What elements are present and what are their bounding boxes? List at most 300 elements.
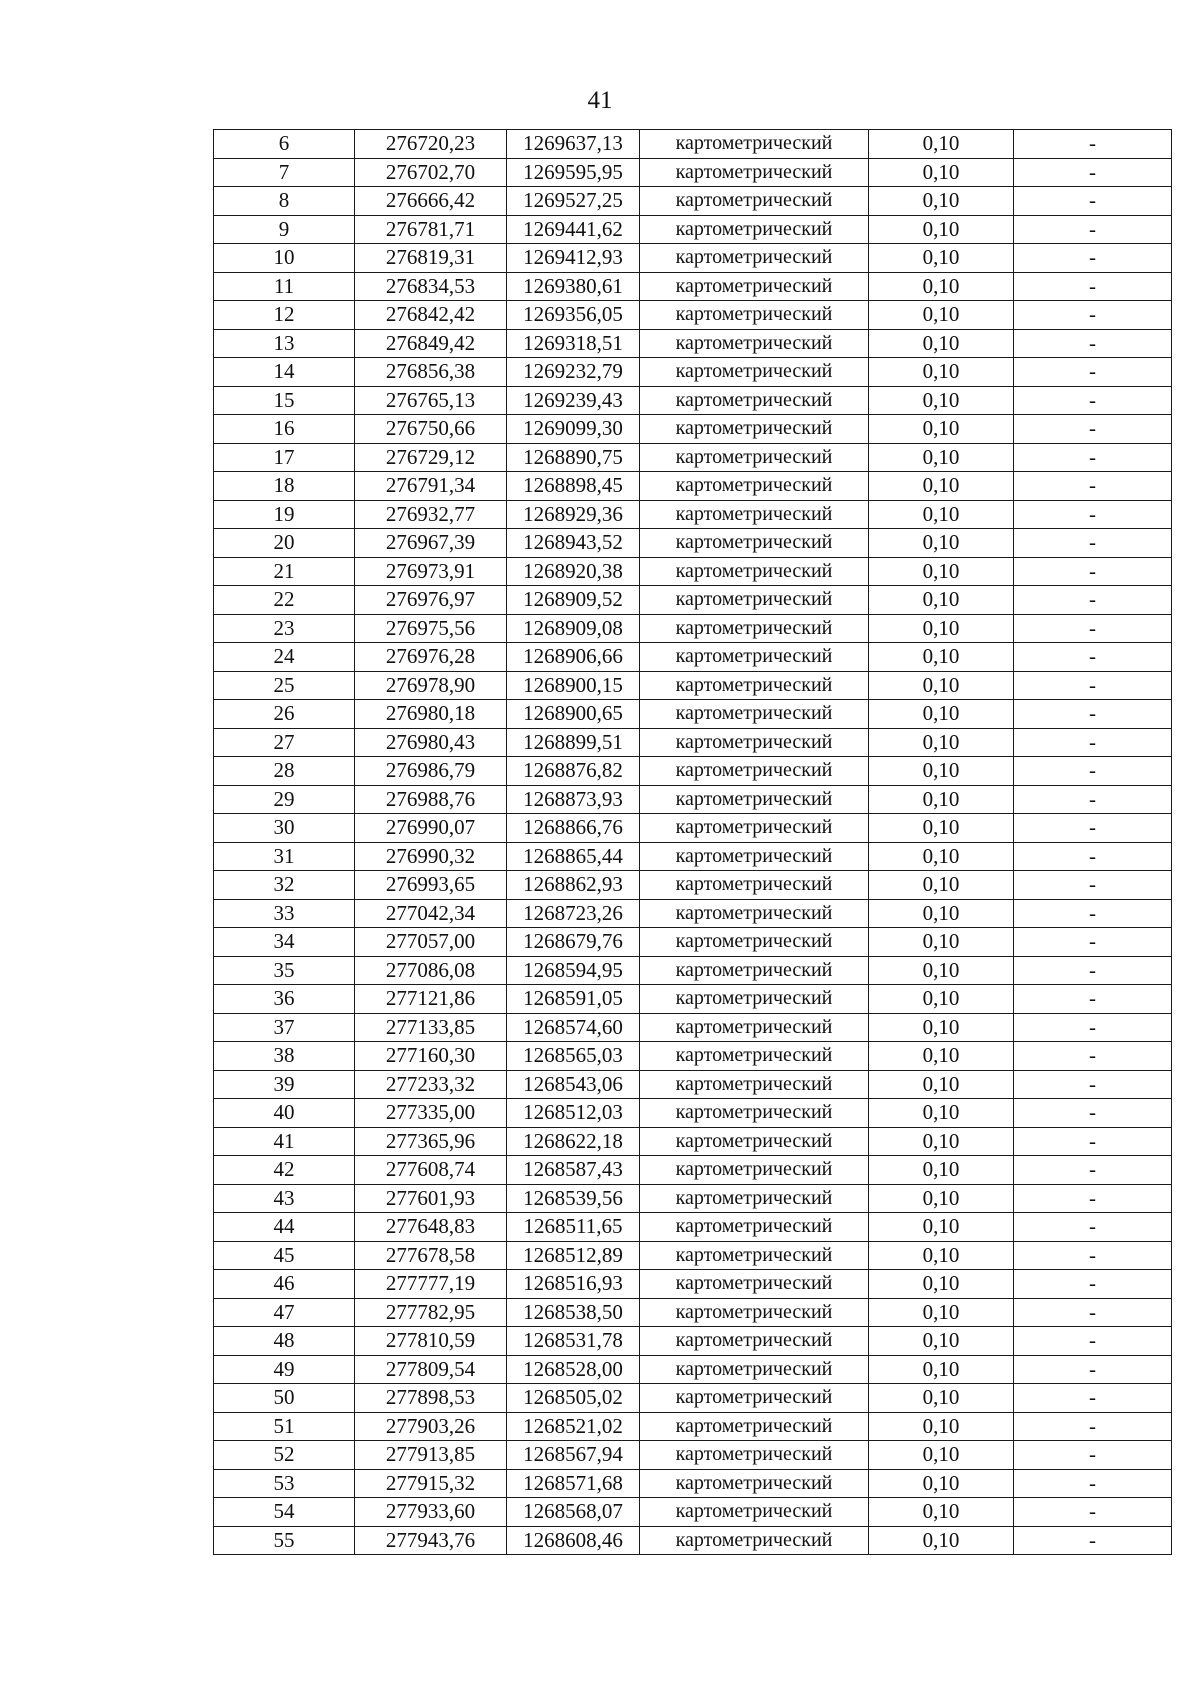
table-row [214, 728, 1172, 757]
point-number-cell: 37 [214, 1013, 355, 1042]
table-row [214, 358, 1172, 387]
point-number-cell: 52 [214, 1441, 355, 1470]
coordinate-x-cell: 277365,96 [355, 1127, 507, 1156]
accuracy-cell: 0,10 [869, 1384, 1014, 1413]
point-number-cell: 38 [214, 1042, 355, 1071]
accuracy-cell: 0,10 [869, 529, 1014, 558]
coordinate-x-cell: 277810,59 [355, 1327, 507, 1356]
table-row [214, 1070, 1172, 1099]
note-cell: - [1014, 1327, 1172, 1356]
coordinate-x-cell: 277160,30 [355, 1042, 507, 1071]
table-row [214, 415, 1172, 444]
coordinate-x-cell: 277933,60 [355, 1498, 507, 1527]
coordinate-y-cell: 1268862,93 [507, 871, 640, 900]
table-row [214, 985, 1172, 1014]
accuracy-cell: 0,10 [869, 130, 1014, 159]
accuracy-cell: 0,10 [869, 557, 1014, 586]
coordinate-x-cell: 276849,42 [355, 329, 507, 358]
coordinate-y-cell: 1269232,79 [507, 358, 640, 387]
method-cell: картометрический [640, 130, 869, 159]
table-row [214, 1156, 1172, 1185]
coordinate-y-cell: 1268679,76 [507, 928, 640, 957]
method-cell: картометрический [640, 386, 869, 415]
method-cell: картометрический [640, 158, 869, 187]
note-cell: - [1014, 1156, 1172, 1185]
method-cell: картометрический [640, 272, 869, 301]
coordinate-x-cell: 276819,31 [355, 244, 507, 273]
coordinate-x-cell: 276993,65 [355, 871, 507, 900]
accuracy-cell: 0,10 [869, 1327, 1014, 1356]
coordinate-x-cell: 277648,83 [355, 1213, 507, 1242]
coordinate-y-cell: 1269239,43 [507, 386, 640, 415]
method-cell: картометрический [640, 1355, 869, 1384]
coordinate-y-cell: 1268865,44 [507, 842, 640, 871]
point-number-cell: 6 [214, 130, 355, 159]
coordinate-x-cell: 277913,85 [355, 1441, 507, 1470]
point-number-cell: 43 [214, 1184, 355, 1213]
accuracy-cell: 0,10 [869, 1298, 1014, 1327]
method-cell: картометрический [640, 358, 869, 387]
note-cell: - [1014, 301, 1172, 330]
note-cell: - [1014, 928, 1172, 957]
point-number-cell: 13 [214, 329, 355, 358]
method-cell: картометрический [640, 1184, 869, 1213]
method-cell: картометрический [640, 700, 869, 729]
point-number-cell: 34 [214, 928, 355, 957]
coordinate-y-cell: 1268723,26 [507, 899, 640, 928]
coordinate-x-cell: 277601,93 [355, 1184, 507, 1213]
table-body [214, 130, 1172, 1555]
note-cell: - [1014, 614, 1172, 643]
coordinate-y-cell: 1269412,93 [507, 244, 640, 273]
coordinate-x-cell: 276967,39 [355, 529, 507, 558]
point-number-cell: 24 [214, 643, 355, 672]
point-number-cell: 23 [214, 614, 355, 643]
table-row [214, 215, 1172, 244]
accuracy-cell: 0,10 [869, 985, 1014, 1014]
coordinate-x-cell: 276976,97 [355, 586, 507, 615]
note-cell: - [1014, 871, 1172, 900]
accuracy-cell: 0,10 [869, 1127, 1014, 1156]
point-number-cell: 27 [214, 728, 355, 757]
note-cell: - [1014, 814, 1172, 843]
table-row [214, 1241, 1172, 1270]
coordinate-x-cell: 277608,74 [355, 1156, 507, 1185]
coordinate-y-cell: 1268511,65 [507, 1213, 640, 1242]
coordinate-x-cell: 276702,70 [355, 158, 507, 187]
coordinate-y-cell: 1269441,62 [507, 215, 640, 244]
table-row [214, 899, 1172, 928]
table-row [214, 244, 1172, 273]
note-cell: - [1014, 358, 1172, 387]
coordinate-y-cell: 1268899,51 [507, 728, 640, 757]
table-row [214, 529, 1172, 558]
accuracy-cell: 0,10 [869, 1184, 1014, 1213]
coordinate-y-cell: 1268866,76 [507, 814, 640, 843]
method-cell: картометрический [640, 1042, 869, 1071]
table-row [214, 1099, 1172, 1128]
coordinate-x-cell: 277057,00 [355, 928, 507, 957]
coordinate-y-cell: 1268594,95 [507, 956, 640, 985]
coordinate-y-cell: 1268531,78 [507, 1327, 640, 1356]
accuracy-cell: 0,10 [869, 187, 1014, 216]
coordinate-y-cell: 1268512,89 [507, 1241, 640, 1270]
coordinate-x-cell: 276765,13 [355, 386, 507, 415]
note-cell: - [1014, 956, 1172, 985]
note-cell: - [1014, 757, 1172, 786]
table-row [214, 1184, 1172, 1213]
coordinate-y-cell: 1268568,07 [507, 1498, 640, 1527]
note-cell: - [1014, 443, 1172, 472]
coordinate-x-cell: 277809,54 [355, 1355, 507, 1384]
coordinate-x-cell: 276791,34 [355, 472, 507, 501]
accuracy-cell: 0,10 [869, 1099, 1014, 1128]
point-number-cell: 11 [214, 272, 355, 301]
point-number-cell: 10 [214, 244, 355, 273]
accuracy-cell: 0,10 [869, 244, 1014, 273]
table-row [214, 814, 1172, 843]
note-cell: - [1014, 1241, 1172, 1270]
accuracy-cell: 0,10 [869, 1526, 1014, 1555]
point-number-cell: 40 [214, 1099, 355, 1128]
note-cell: - [1014, 1526, 1172, 1555]
coordinate-x-cell: 277121,86 [355, 985, 507, 1014]
accuracy-cell: 0,10 [869, 415, 1014, 444]
table-row [214, 443, 1172, 472]
method-cell: картометрический [640, 1327, 869, 1356]
method-cell: картометрический [640, 928, 869, 957]
accuracy-cell: 0,10 [869, 671, 1014, 700]
coordinate-y-cell: 1268900,65 [507, 700, 640, 729]
note-cell: - [1014, 529, 1172, 558]
point-number-cell: 16 [214, 415, 355, 444]
coordinate-y-cell: 1268900,15 [507, 671, 640, 700]
table-row [214, 557, 1172, 586]
coordinate-y-cell: 1268622,18 [507, 1127, 640, 1156]
table-row [214, 272, 1172, 301]
table-row [214, 386, 1172, 415]
coordinate-x-cell: 277777,19 [355, 1270, 507, 1299]
point-number-cell: 26 [214, 700, 355, 729]
table-row [214, 1441, 1172, 1470]
table-row [214, 1327, 1172, 1356]
point-number-cell: 47 [214, 1298, 355, 1327]
coordinates-table [213, 129, 1172, 1555]
note-cell: - [1014, 472, 1172, 501]
point-number-cell: 36 [214, 985, 355, 1014]
note-cell: - [1014, 386, 1172, 415]
table-row [214, 1355, 1172, 1384]
coordinate-y-cell: 1268591,05 [507, 985, 640, 1014]
point-number-cell: 17 [214, 443, 355, 472]
note-cell: - [1014, 1384, 1172, 1413]
accuracy-cell: 0,10 [869, 472, 1014, 501]
coordinate-x-cell: 277133,85 [355, 1013, 507, 1042]
note-cell: - [1014, 785, 1172, 814]
note-cell: - [1014, 1042, 1172, 1071]
point-number-cell: 39 [214, 1070, 355, 1099]
table-row [214, 472, 1172, 501]
method-cell: картометрический [640, 899, 869, 928]
point-number-cell: 14 [214, 358, 355, 387]
note-cell: - [1014, 215, 1172, 244]
method-cell: картометрический [640, 842, 869, 871]
coordinate-x-cell: 276975,56 [355, 614, 507, 643]
coordinate-y-cell: 1268538,50 [507, 1298, 640, 1327]
method-cell: картометрический [640, 671, 869, 700]
note-cell: - [1014, 586, 1172, 615]
accuracy-cell: 0,10 [869, 614, 1014, 643]
accuracy-cell: 0,10 [869, 871, 1014, 900]
accuracy-cell: 0,10 [869, 700, 1014, 729]
coordinate-x-cell: 277086,08 [355, 956, 507, 985]
method-cell: картометрический [640, 814, 869, 843]
coordinate-y-cell: 1268587,43 [507, 1156, 640, 1185]
coordinate-y-cell: 1268873,93 [507, 785, 640, 814]
note-cell: - [1014, 187, 1172, 216]
table-row [214, 928, 1172, 957]
point-number-cell: 50 [214, 1384, 355, 1413]
table-row [214, 1498, 1172, 1527]
method-cell: картометрический [640, 1127, 869, 1156]
coordinate-y-cell: 1269099,30 [507, 415, 640, 444]
method-cell: картометрический [640, 529, 869, 558]
table-row [214, 130, 1172, 159]
accuracy-cell: 0,10 [869, 1042, 1014, 1071]
point-number-cell: 46 [214, 1270, 355, 1299]
point-number-cell: 33 [214, 899, 355, 928]
accuracy-cell: 0,10 [869, 215, 1014, 244]
method-cell: картометрический [640, 443, 869, 472]
table-row [214, 871, 1172, 900]
point-number-cell: 9 [214, 215, 355, 244]
note-cell: - [1014, 700, 1172, 729]
accuracy-cell: 0,10 [869, 1156, 1014, 1185]
method-cell: картометрический [640, 1384, 869, 1413]
coordinate-y-cell: 1268876,82 [507, 757, 640, 786]
point-number-cell: 55 [214, 1526, 355, 1555]
point-number-cell: 51 [214, 1412, 355, 1441]
point-number-cell: 20 [214, 529, 355, 558]
table-row [214, 1270, 1172, 1299]
accuracy-cell: 0,10 [869, 1213, 1014, 1242]
method-cell: картометрический [640, 1013, 869, 1042]
coordinate-x-cell: 276980,43 [355, 728, 507, 757]
method-cell: картометрический [640, 757, 869, 786]
accuracy-cell: 0,10 [869, 1270, 1014, 1299]
accuracy-cell: 0,10 [869, 1498, 1014, 1527]
table-row [214, 1213, 1172, 1242]
table-row [214, 1384, 1172, 1413]
accuracy-cell: 0,10 [869, 443, 1014, 472]
coordinate-y-cell: 1268608,46 [507, 1526, 640, 1555]
note-cell: - [1014, 1441, 1172, 1470]
coordinate-y-cell: 1269380,61 [507, 272, 640, 301]
point-number-cell: 42 [214, 1156, 355, 1185]
note-cell: - [1014, 671, 1172, 700]
coordinate-x-cell: 276978,90 [355, 671, 507, 700]
method-cell: картометрический [640, 956, 869, 985]
coordinate-x-cell: 277042,34 [355, 899, 507, 928]
point-number-cell: 29 [214, 785, 355, 814]
note-cell: - [1014, 500, 1172, 529]
table-row [214, 842, 1172, 871]
method-cell: картометрический [640, 614, 869, 643]
accuracy-cell: 0,10 [869, 1469, 1014, 1498]
coordinate-x-cell: 277335,00 [355, 1099, 507, 1128]
coordinate-y-cell: 1268567,94 [507, 1441, 640, 1470]
coordinate-y-cell: 1268929,36 [507, 500, 640, 529]
point-number-cell: 48 [214, 1327, 355, 1356]
method-cell: картометрический [640, 728, 869, 757]
point-number-cell: 28 [214, 757, 355, 786]
coordinate-y-cell: 1268516,93 [507, 1270, 640, 1299]
point-number-cell: 49 [214, 1355, 355, 1384]
table-row [214, 1469, 1172, 1498]
note-cell: - [1014, 1355, 1172, 1384]
table-row [214, 1298, 1172, 1327]
note-cell: - [1014, 1298, 1172, 1327]
note-cell: - [1014, 1270, 1172, 1299]
accuracy-cell: 0,10 [869, 1355, 1014, 1384]
coordinate-x-cell: 276856,38 [355, 358, 507, 387]
table-row [214, 158, 1172, 187]
note-cell: - [1014, 643, 1172, 672]
method-cell: картометрический [640, 500, 869, 529]
coordinate-y-cell: 1268571,68 [507, 1469, 640, 1498]
note-cell: - [1014, 899, 1172, 928]
accuracy-cell: 0,10 [869, 956, 1014, 985]
accuracy-cell: 0,10 [869, 1412, 1014, 1441]
method-cell: картометрический [640, 1099, 869, 1128]
note-cell: - [1014, 158, 1172, 187]
accuracy-cell: 0,10 [869, 814, 1014, 843]
coordinate-y-cell: 1269527,25 [507, 187, 640, 216]
coordinate-y-cell: 1269637,13 [507, 130, 640, 159]
note-cell: - [1014, 557, 1172, 586]
point-number-cell: 19 [214, 500, 355, 529]
coordinate-y-cell: 1268890,75 [507, 443, 640, 472]
table-row [214, 301, 1172, 330]
note-cell: - [1014, 985, 1172, 1014]
method-cell: картометрический [640, 985, 869, 1014]
table-row [214, 1127, 1172, 1156]
point-number-cell: 41 [214, 1127, 355, 1156]
coordinate-y-cell: 1268521,02 [507, 1412, 640, 1441]
method-cell: картометрический [640, 415, 869, 444]
coordinate-x-cell: 276988,76 [355, 785, 507, 814]
note-cell: - [1014, 1412, 1172, 1441]
method-cell: картометрический [640, 215, 869, 244]
note-cell: - [1014, 1013, 1172, 1042]
accuracy-cell: 0,10 [869, 928, 1014, 957]
point-number-cell: 22 [214, 586, 355, 615]
table-row [214, 1013, 1172, 1042]
coordinate-y-cell: 1268920,38 [507, 557, 640, 586]
accuracy-cell: 0,10 [869, 158, 1014, 187]
coordinate-y-cell: 1268898,45 [507, 472, 640, 501]
accuracy-cell: 0,10 [869, 757, 1014, 786]
note-cell: - [1014, 842, 1172, 871]
accuracy-cell: 0,10 [869, 842, 1014, 871]
method-cell: картометрический [640, 1298, 869, 1327]
accuracy-cell: 0,10 [869, 272, 1014, 301]
method-cell: картометрический [640, 301, 869, 330]
accuracy-cell: 0,10 [869, 1241, 1014, 1270]
method-cell: картометрический [640, 1526, 869, 1555]
point-number-cell: 21 [214, 557, 355, 586]
method-cell: картометрический [640, 187, 869, 216]
table-row [214, 785, 1172, 814]
point-number-cell: 7 [214, 158, 355, 187]
coordinate-x-cell: 276842,42 [355, 301, 507, 330]
coordinate-x-cell: 277898,53 [355, 1384, 507, 1413]
method-cell: картометрический [640, 643, 869, 672]
coordinate-x-cell: 277678,58 [355, 1241, 507, 1270]
note-cell: - [1014, 1469, 1172, 1498]
accuracy-cell: 0,10 [869, 643, 1014, 672]
accuracy-cell: 0,10 [869, 1070, 1014, 1099]
note-cell: - [1014, 244, 1172, 273]
table-row [214, 671, 1172, 700]
coordinate-x-cell: 276990,32 [355, 842, 507, 871]
accuracy-cell: 0,10 [869, 728, 1014, 757]
note-cell: - [1014, 130, 1172, 159]
coordinate-y-cell: 1268528,00 [507, 1355, 640, 1384]
method-cell: картометрический [640, 586, 869, 615]
accuracy-cell: 0,10 [869, 358, 1014, 387]
coordinate-y-cell: 1268574,60 [507, 1013, 640, 1042]
accuracy-cell: 0,10 [869, 386, 1014, 415]
table-row [214, 1412, 1172, 1441]
table-row [214, 329, 1172, 358]
point-number-cell: 44 [214, 1213, 355, 1242]
coordinate-x-cell: 276986,79 [355, 757, 507, 786]
point-number-cell: 8 [214, 187, 355, 216]
method-cell: картометрический [640, 1241, 869, 1270]
coordinate-y-cell: 1268565,03 [507, 1042, 640, 1071]
method-cell: картометрический [640, 472, 869, 501]
coordinate-x-cell: 276973,91 [355, 557, 507, 586]
method-cell: картометрический [640, 1270, 869, 1299]
table-row [214, 614, 1172, 643]
coordinate-x-cell: 276976,28 [355, 643, 507, 672]
method-cell: картометрический [640, 1498, 869, 1527]
note-cell: - [1014, 1498, 1172, 1527]
accuracy-cell: 0,10 [869, 1441, 1014, 1470]
point-number-cell: 32 [214, 871, 355, 900]
coordinate-y-cell: 1269356,05 [507, 301, 640, 330]
accuracy-cell: 0,10 [869, 301, 1014, 330]
coordinate-x-cell: 277782,95 [355, 1298, 507, 1327]
coordinate-y-cell: 1269318,51 [507, 329, 640, 358]
table-row [214, 187, 1172, 216]
table-row [214, 500, 1172, 529]
method-cell: картометрический [640, 1469, 869, 1498]
method-cell: картометрический [640, 871, 869, 900]
method-cell: картометрический [640, 1213, 869, 1242]
coordinate-x-cell: 276720,23 [355, 130, 507, 159]
point-number-cell: 18 [214, 472, 355, 501]
point-number-cell: 31 [214, 842, 355, 871]
accuracy-cell: 0,10 [869, 785, 1014, 814]
method-cell: картометрический [640, 1156, 869, 1185]
point-number-cell: 12 [214, 301, 355, 330]
table-row [214, 757, 1172, 786]
coordinate-x-cell: 276781,71 [355, 215, 507, 244]
method-cell: картометрический [640, 785, 869, 814]
coordinate-y-cell: 1268943,52 [507, 529, 640, 558]
